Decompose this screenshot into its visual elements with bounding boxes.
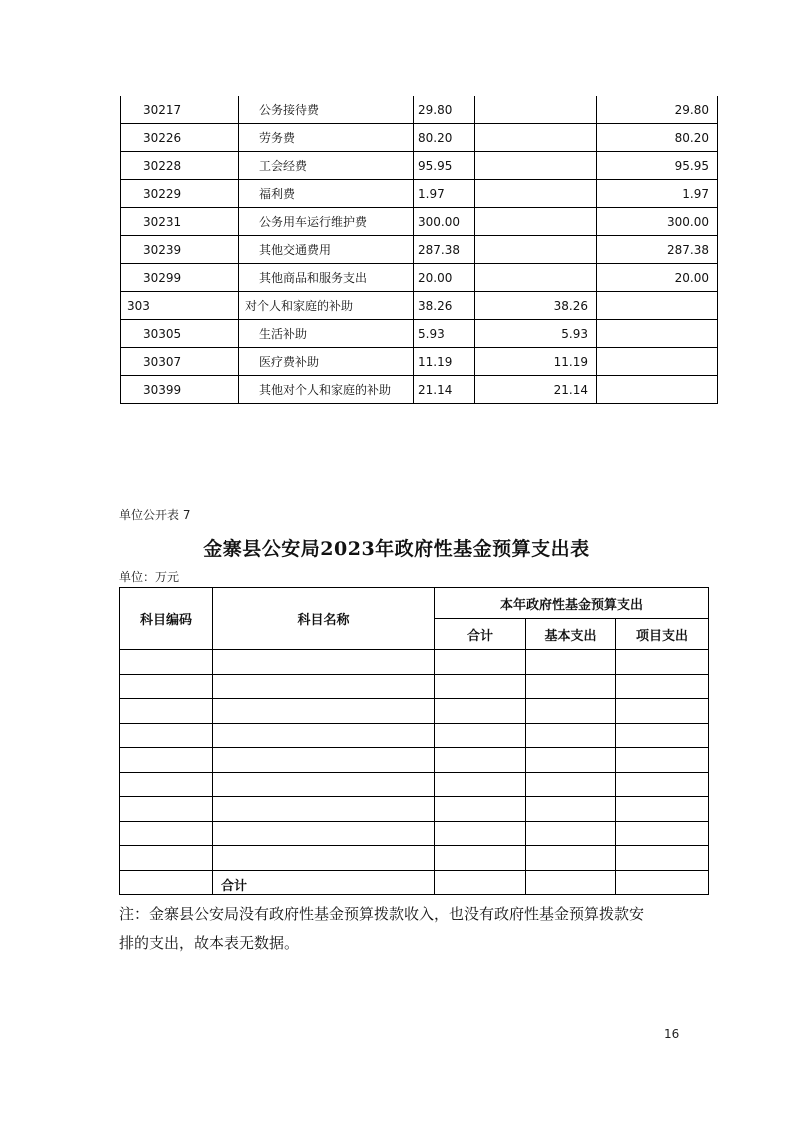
table-row — [120, 674, 709, 699]
cell-name: 公务用车运行维护费 — [239, 208, 414, 236]
empty-cell — [213, 723, 435, 748]
cell-basic: 38.26 — [475, 292, 597, 320]
cell-project: 1.97 — [597, 180, 718, 208]
empty-cell — [120, 821, 213, 846]
cell-project — [597, 376, 718, 404]
table-row — [120, 748, 709, 773]
table-row — [120, 699, 709, 724]
cell-project — [597, 348, 718, 376]
table-row — [120, 846, 709, 871]
empty-cell — [435, 772, 526, 797]
cell-project: 287.38 — [597, 236, 718, 264]
cell-code: 30231 — [121, 208, 239, 236]
cell-total: 20.00 — [414, 264, 475, 292]
table-row — [121, 96, 718, 124]
empty-cell — [435, 699, 526, 724]
empty-cell — [435, 748, 526, 773]
empty-cell — [616, 699, 709, 724]
empty-cell — [616, 650, 709, 675]
table-row — [121, 320, 718, 348]
table-row — [121, 208, 718, 236]
empty-cell — [120, 650, 213, 675]
empty-cell — [616, 846, 709, 871]
table-row — [121, 180, 718, 208]
header-total: 合计 — [435, 619, 526, 650]
table-row — [121, 152, 718, 180]
cell-basic — [475, 124, 597, 152]
total-row — [120, 870, 709, 894]
cell-code: 30226 — [121, 124, 239, 152]
empty-cell — [435, 846, 526, 871]
cell-code: 30239 — [121, 236, 239, 264]
empty-cell — [526, 846, 616, 871]
cell-code: 30229 — [121, 180, 239, 208]
table-row — [121, 236, 718, 264]
total-project-cell — [616, 870, 709, 894]
cell-basic: 21.14 — [475, 376, 597, 404]
cell-total: 29.80 — [414, 96, 475, 124]
cell-basic — [475, 96, 597, 124]
table-row — [121, 124, 718, 152]
empty-cell — [213, 772, 435, 797]
table-row — [120, 723, 709, 748]
empty-cell — [435, 650, 526, 675]
empty-cell — [120, 772, 213, 797]
empty-cell — [213, 846, 435, 871]
table-row — [121, 376, 718, 404]
cell-code: 303 — [121, 292, 239, 320]
empty-cell — [435, 821, 526, 846]
cell-code: 30307 — [121, 348, 239, 376]
cell-name: 对个人和家庭的补助 — [239, 292, 414, 320]
expenditure-table-continued — [120, 96, 718, 404]
table-row — [121, 264, 718, 292]
empty-cell — [120, 797, 213, 822]
cell-code: 30305 — [121, 320, 239, 348]
empty-cell — [213, 699, 435, 724]
empty-cell — [616, 674, 709, 699]
header-name: 科目名称 — [213, 588, 435, 650]
cell-project: 29.80 — [597, 96, 718, 124]
page-number: 16 — [664, 1027, 680, 1041]
header-basic: 基本支出 — [526, 619, 616, 650]
empty-cell — [616, 748, 709, 773]
cell-code: 30399 — [121, 376, 239, 404]
header-project: 项目支出 — [616, 619, 709, 650]
page-title: 金寨县公安局2023年政府性基金预算支出表 — [203, 538, 590, 560]
table-row — [120, 650, 709, 675]
empty-cell — [526, 674, 616, 699]
note-line-2: 排的支出，故本表无数据。 — [119, 934, 300, 952]
cell-name: 其他对个人和家庭的补助 — [239, 376, 414, 404]
cell-project: 80.20 — [597, 124, 718, 152]
table-row — [120, 821, 709, 846]
cell-total: 95.95 — [414, 152, 475, 180]
empty-cell — [526, 723, 616, 748]
empty-cell — [213, 748, 435, 773]
cell-name: 公务接待费 — [239, 96, 414, 124]
empty-cell — [213, 674, 435, 699]
empty-cell — [435, 797, 526, 822]
cell-code: 30217 — [121, 96, 239, 124]
cell-total: 80.20 — [414, 124, 475, 152]
unit-label: 单位：万元 — [119, 570, 180, 584]
cell-total: 5.93 — [414, 320, 475, 348]
empty-cell — [120, 674, 213, 699]
cell-total: 300.00 — [414, 208, 475, 236]
table-note — [119, 900, 709, 958]
empty-cell — [213, 650, 435, 675]
cell-basic — [475, 264, 597, 292]
empty-cell — [120, 723, 213, 748]
empty-cell — [213, 797, 435, 822]
cell-total: 11.19 — [414, 348, 475, 376]
table-row — [120, 772, 709, 797]
empty-cell — [526, 772, 616, 797]
cell-name: 其他交通费用 — [239, 236, 414, 264]
empty-cell — [616, 797, 709, 822]
empty-cell — [213, 821, 435, 846]
empty-cell — [435, 723, 526, 748]
cell-code: 30228 — [121, 152, 239, 180]
cell-name: 劳务费 — [239, 124, 414, 152]
total-code-cell — [120, 870, 213, 894]
empty-cell — [526, 699, 616, 724]
cell-basic — [475, 236, 597, 264]
cell-name: 福利费 — [239, 180, 414, 208]
empty-cell — [616, 821, 709, 846]
total-total-cell — [435, 870, 526, 894]
cell-basic — [475, 180, 597, 208]
empty-cell — [526, 650, 616, 675]
cell-basic — [475, 152, 597, 180]
empty-cell — [435, 674, 526, 699]
cell-total: 287.38 — [414, 236, 475, 264]
cell-total: 21.14 — [414, 376, 475, 404]
empty-cell — [616, 723, 709, 748]
cell-code: 30299 — [121, 264, 239, 292]
total-basic-cell — [526, 870, 616, 894]
cell-project: 95.95 — [597, 152, 718, 180]
cell-project: 300.00 — [597, 208, 718, 236]
cell-total: 38.26 — [414, 292, 475, 320]
cell-basic: 11.19 — [475, 348, 597, 376]
cell-project — [597, 320, 718, 348]
cell-basic — [475, 208, 597, 236]
form-label: 单位公开表 7 — [119, 508, 191, 522]
cell-name: 生活补助 — [239, 320, 414, 348]
cell-basic: 5.93 — [475, 320, 597, 348]
cell-project — [597, 292, 718, 320]
empty-cell — [526, 748, 616, 773]
table-row — [120, 797, 709, 822]
empty-cell — [616, 772, 709, 797]
header-code: 科目编码 — [120, 588, 213, 650]
government-fund-budget-table — [119, 587, 709, 895]
empty-cell — [526, 821, 616, 846]
table-row — [121, 292, 718, 320]
empty-cell — [120, 846, 213, 871]
cell-name: 工会经费 — [239, 152, 414, 180]
header-group: 本年政府性基金预算支出 — [435, 588, 709, 619]
cell-project: 20.00 — [597, 264, 718, 292]
note-line-1: 注：金寨县公安局没有政府性基金预算拨款收入，也没有政府性基金预算拨款安 — [119, 905, 645, 923]
cell-name: 医疗费补助 — [239, 348, 414, 376]
empty-cell — [120, 748, 213, 773]
cell-total: 1.97 — [414, 180, 475, 208]
cell-name: 其他商品和服务支出 — [239, 264, 414, 292]
table-row — [121, 348, 718, 376]
empty-cell — [526, 797, 616, 822]
total-label: 合计 — [213, 870, 435, 894]
empty-cell — [120, 699, 213, 724]
